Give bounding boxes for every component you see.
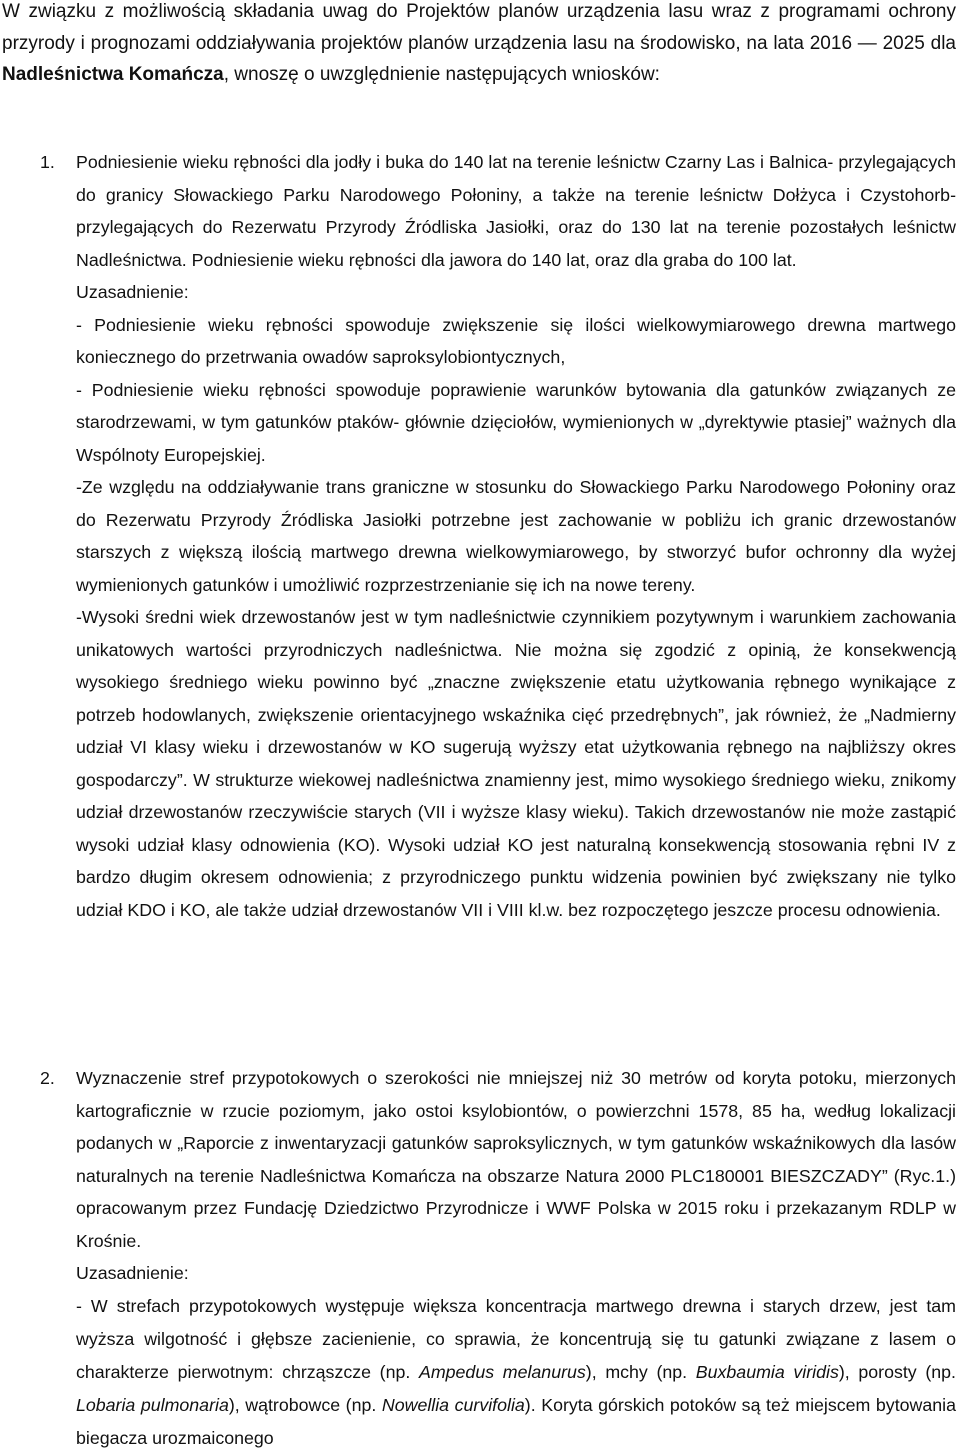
item-1-point-2: - Podniesienie wieku rębności spowoduje poprawienie warunków bytowania dla gatunków związanych ze starodrzewami, w tym gatunków ptaków- głównie dzięciołów, wymienionych w „dyrektywie ptasiej” ważnych dla Wspólnoty Europejskiej. xyxy=(76,379,956,465)
forest-district-name: Nadleśnictwa Komańcza xyxy=(2,64,224,85)
item-1-request: Podniesienie wieku rębności dla jodły i buka do 140 lat na terenie leśnictw Czarny Las i Balnica- przylegających do granicy Słowackiego Parku Narodowego Połoniny, a także na terenie leśnictw Dołżyca i Czystohorb- przylegających do Rezerwatu Przyrody Źródliska Jasiołki, oraz do 130 lat na terenie pozostałych leśnictw Nadleśnictwa. Podniesienie wieku rębności dla jawora do 140 lat, oraz dla graba do 100 lat. xyxy=(76,152,956,270)
species-name-ampedus: Ampedus melanurus xyxy=(418,1361,586,1382)
item-2-number: 2. xyxy=(40,1068,55,1088)
species-name-lobaria: Lobaria pulmonaria xyxy=(76,1394,229,1415)
item-1-point-3: -Ze względu na oddziaływanie trans graniczne w stosunku do Słowackiego Parku Narodowego Połoniny oraz do Rezerwatu Przyrody Źródliska Jasiołki potrzebne jest zachowanie w pobliżu ich granic drzewostanów starszych z większą ilością martwego drewna wielkowymiarowego, by stworzyć bufor ochronny dla wyżej wymienionych gatunków i umożliwić rozprzestrzenianie się ich na nowe tereny. xyxy=(76,477,956,595)
item-2-point-text-2: ), mchy (np. xyxy=(585,1361,696,1382)
item-1-point-4: -Wysoki średni wiek drzewostanów jest w tym nadleśnictwie czynnikiem pozytywnym i warunkiem zachowania unikatowych wartości przyrodniczych nadleśnictwa. Nie można się zgodzić z opinią, że konsekwencją wysokiego średniego wieku powinno być „znaczne zwiększenie etatu użytkowania rębnego wynikające z potrzeb hodowlanych, zwiększenie orientacyjnego wskaźnika cięć przedrębnych”, jak również, że „Nadmierny udział VI klasy wieku i drzewostanów w KO sugerują wyższy etat użytkowania rębnego na najbliższy okres gospodarczy”. W strukturze wiekowej nadleśnictwa znamienny jest, mimo wysokiego średniego wieku, znikomy udział drzewostanów rzeczywiście starych (VII i wyższe klasy wieku). Takich drzewostanów nie może zastąpić wysoki udział klasy odnowienia (KO). Wysoki udział KO jest naturalną konsekwencją stosowania rębni IV z bardzo długim okresem odnowienia; z przyrodniczego punktu widzenia powinien być zwiększany nie tylko udział KDO i KO, ale także udział drzewostanów VII i VIII kl.w. bez rozpoczętego jeszcze procesu odnowienia. xyxy=(76,607,956,920)
item-1-point-1: - Podniesienie wieku rębności spowoduje zwiększenie się ilości wielkowymiarowego drewna martwego koniecznego do przetrwania owadów saproksylobiontycznych, xyxy=(76,314,956,367)
item-1-body xyxy=(76,146,956,926)
item-1-justification-label: Uzasadnienie: xyxy=(76,282,189,302)
item-2-justification-label: Uzasadnienie: xyxy=(76,1263,189,1283)
item-2-body xyxy=(76,1062,956,1455)
species-name-buxbaumia: Buxbaumia viridis xyxy=(695,1361,839,1382)
intro-text-start: W związku z możliwością składania uwag do Projektów planów urządzenia lasu wraz z programami ochrony przyrody i prognozami oddziaływania projektów planów urządzenia lasu na środowisko, na lata 2016 — 2025 dla xyxy=(2,1,956,54)
item-2-point-text-4: ), wątrobowce (np. xyxy=(228,1394,382,1415)
intro-paragraph xyxy=(2,0,956,91)
item-2-point-text-5: ). Koryta górskich potoków są też miejscem bytowania biegacza urozmaiconego xyxy=(76,1394,956,1448)
item-2-point-1 xyxy=(76,1290,956,1455)
intro-text-end: , wnoszę o uwzględnienie następujących wniosków: xyxy=(223,64,660,85)
species-name-nowellia: Nowellia curvifolia xyxy=(381,1394,525,1415)
item-2-request: Wyznaczenie stref przypotokowych o szerokości nie mniejszej niż 30 metrów od koryta potoku, mierzonych kartograficznie w rzucie poziomym, jako ostoi ksylobiontów, o powierzchni 1578, 85 ha, według lokalizacji podanych w „Raporcie z inwentaryzacji gatunków saproksylicznych, w tym gatunków wskaźnikowych dla lasów naturalnych na terenie Nadleśnictwa Komańcza na obszarze Natura 2000 PLC180001 BIESZCZADY” (Ryc.1.) opracowanym przez Fundację Dziedzictwo Przyrodnicze i WWF Polska w 2015 roku i przekazanym RDLP w Krośnie. xyxy=(76,1068,956,1251)
item-2-point-text-1: - W strefach przypotokowych występuje większa koncentracja martwego drewna i starych drzew, jest tam wyższa wilgotność i głębsze zacienienie, co sprawia, że koncentrują się tu gatunki związane z lasem o charakterze pierwotnym: chrząszcze (np. xyxy=(76,1295,956,1382)
item-2-point-text-3: ), porosty (np. xyxy=(838,1361,956,1382)
item-1-number: 1. xyxy=(40,152,55,172)
